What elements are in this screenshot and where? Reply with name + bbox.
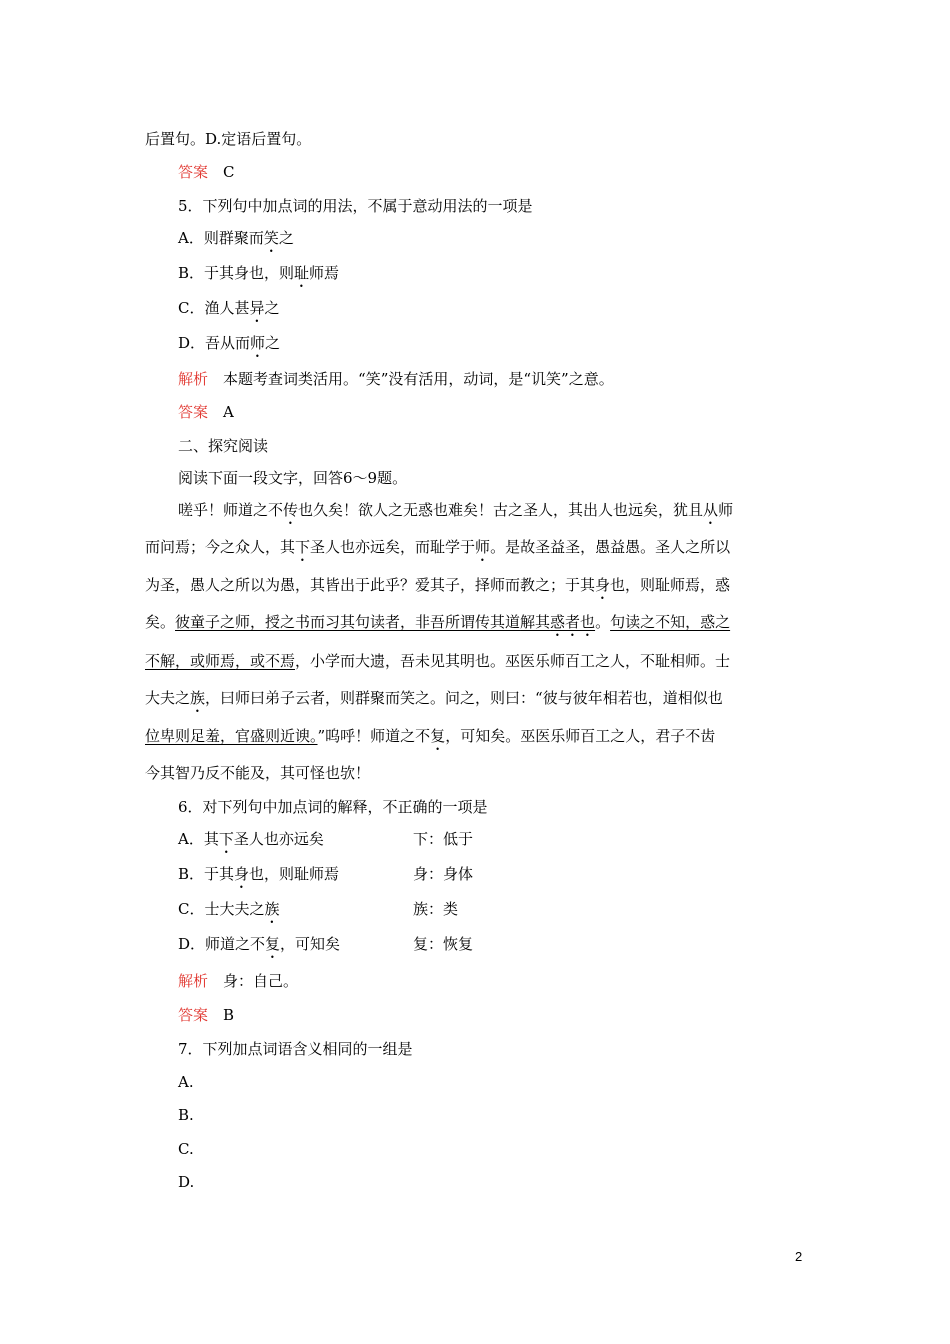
q7-option-c: C. [178, 1140, 194, 1158]
passage-line-2: 而问焉；今之众人，其下圣人也亦远矣，而耻学于师。是故圣益圣，愚益愚。圣人之所以 [145, 538, 731, 556]
answer-label: 答案 [178, 403, 209, 421]
q5-option-b: B．于其身也，则耻师焉 [178, 264, 340, 282]
passage-line-5: 不解，或师焉，或不焉，小学而大遗，吾未见其明也。巫医乐师百工之人，不耻相师。士 [145, 652, 731, 670]
passage-line-1: 嗟乎！师道之不传也久矣！欲人之无惑也难矣！古之圣人，其出人也远矣，犹且从师 [178, 501, 734, 519]
passage-line-3: 为圣，愚人之所以为愚，其皆出于此乎？爱其子，择师而教之；于其身也，则耻师焉，惑 [145, 576, 731, 594]
continued-line: 后置句。D.定语后置句。 [145, 130, 312, 148]
q6-gloss-a: 下：低于 [413, 830, 474, 848]
q5-option-a: A．则群聚而笑之 [178, 229, 294, 247]
passage-line-6: 大夫之族，曰师曰弟子云者，则群聚而笑之。问之，则曰：“彼与彼年相若也，道相似也 [145, 689, 723, 707]
q5-answer-line: 答案 A [178, 403, 234, 421]
analysis-label: 解析 [178, 370, 209, 388]
q6-answer-line: 答案 B [178, 1006, 235, 1024]
q7-option-a: A. [178, 1073, 194, 1091]
q6-analysis: 解析 身：自己。 [178, 972, 299, 990]
q5-analysis: 解析 本题考查词类活用。“笑”没有活用，动词，是“讥笑”之意。 [178, 370, 614, 388]
q6-stem: 6．对下列句中加点词的解释，不正确的一项是 [178, 798, 488, 816]
q6-option-d: D．师道之不复，可知矣 [178, 935, 341, 953]
q5-stem: 5．下列句中加点词的用法，不属于意动用法的一项是 [178, 197, 533, 215]
q6-option-b: B．于其身也，则耻师焉 [178, 865, 340, 883]
q6-option-a: A．其下圣人也亦远矣 [178, 830, 324, 848]
q5-option-d: D．吾从而师之 [178, 334, 281, 352]
answer-value: C [223, 163, 235, 181]
answer-label: 答案 [178, 163, 209, 181]
passage-line-7: 位卑则足羞，官盛则近谀。”呜呼！师道之不复，可知矣。巫医乐师百工之人，君子不齿 [145, 727, 716, 745]
q7-stem: 7．下列加点词语含义相同的一组是 [178, 1040, 413, 1058]
q5-option-c: C．渔人甚异之 [178, 299, 280, 317]
answer-label: 答案 [178, 1006, 209, 1024]
q6-gloss-b: 身：身体 [413, 865, 474, 883]
q7-option-b: B. [178, 1106, 194, 1124]
q4-answer-line [178, 162, 235, 182]
q6-gloss-d: 复：恢复 [413, 935, 474, 953]
q6-option-c: C．士大夫之族 [178, 900, 280, 918]
reading-intro: 阅读下面一段文字，回答6～9题。 [178, 469, 408, 487]
passage-line-4: 矣。彼童子之师，授之书而习其句读者，非吾所谓传其道解其惑者也。句读之不知，惑之 [145, 613, 731, 631]
passage-line-8: 今其智乃反不能及，其可怪也欤！ [145, 764, 371, 782]
page-number: 2 [795, 1249, 803, 1264]
section-heading: 二、探究阅读 [178, 437, 269, 455]
q6-gloss-c: 族：类 [413, 900, 459, 918]
q7-option-d: D. [178, 1173, 195, 1191]
analysis-label: 解析 [178, 972, 209, 990]
